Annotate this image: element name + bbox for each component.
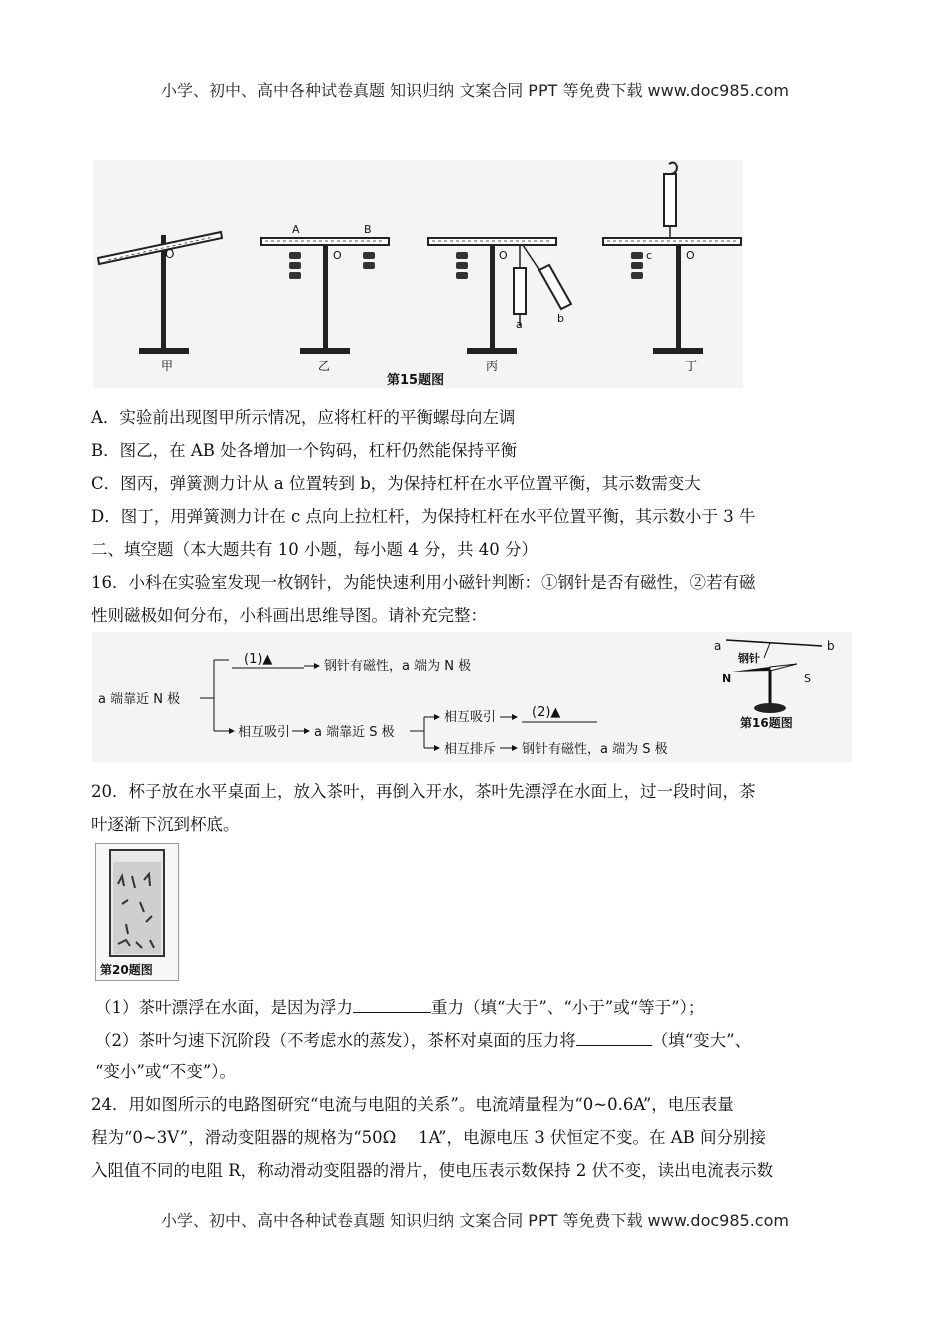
answer-blank-1[interactable] xyxy=(353,996,431,1013)
mind-repel: 相互排斥 xyxy=(444,742,497,757)
page-header: 小学、初中、高中各种试卷真题 知识归纳 文案合同 PPT 等免费下载 www.doc985.com xyxy=(161,81,789,100)
q20-sub-1 xyxy=(95,994,704,1018)
answer-blank-2[interactable] xyxy=(576,1029,652,1046)
section-2-title: 二、填空题（本大题共有 10 小题，每小题 4 分，共 40 分） xyxy=(91,540,538,559)
q24-line-3: 入阻值不同的电阻 R，称动滑动变阻器的滑片，使电压表示数保持 2 伏不变，读出电流表示数 xyxy=(91,1161,774,1180)
figure-20-caption: 第20题图 xyxy=(100,963,153,977)
figure-16 xyxy=(92,632,852,762)
q20-sub-2-b: （填“变大”、 xyxy=(651,1031,752,1050)
figure-15-caption: 第15题图 xyxy=(387,373,445,388)
lever-jia xyxy=(98,232,222,354)
mind-branch-2-result: a 端靠近 S 极 xyxy=(314,725,395,740)
needle-end-a: a xyxy=(714,639,722,653)
mind-blank-1: (1)▲ xyxy=(244,652,273,667)
q16-line-1: 16．小科在实验室发现一枚钢针，为能快速利用小磁针判断：①钢针是否有磁性，②若有磁 xyxy=(91,573,756,592)
point-a-bing: a xyxy=(516,318,523,331)
page-footer: 小学、初中、高中各种试卷真题 知识归纳 文案合同 PPT 等免费下载 www.doc985.com xyxy=(161,1211,789,1230)
compass-s-label: S xyxy=(804,672,811,685)
q15-option-c: C．图丙，弹簧测力计从 a 位置转到 b，为保持杠杆在水平位置平衡，其示数需变大 xyxy=(91,474,701,493)
lever-ding xyxy=(603,163,741,354)
point-b-bing: b xyxy=(557,312,564,325)
label-bing: 丙 xyxy=(486,359,499,373)
mind-blank-2: (2)▲ xyxy=(532,705,561,720)
q20-line-2: 叶逐渐下沉到杯底。 xyxy=(91,815,240,834)
q15-option-d: D．图丁，用弹簧测力计在 c 点向上拉杠杆，为保持杠杆在水平位置平衡，其示数小于 3 牛 xyxy=(91,507,756,526)
point-o-yi: O xyxy=(333,249,342,262)
point-o-ding: O xyxy=(686,249,695,262)
needle-label: 钢针 xyxy=(738,652,760,665)
figure-20 xyxy=(95,843,179,981)
figure-15 xyxy=(93,160,743,388)
figure-16-caption: 第16题图 xyxy=(740,716,793,730)
needle-end-b: b xyxy=(827,639,835,653)
label-ding: 丁 xyxy=(685,359,698,373)
q20-sub-2 xyxy=(95,1027,751,1051)
q20-sub-1-a: （1）茶叶漂浮在水面，是因为浮力 xyxy=(95,998,353,1017)
label-yi: 乙 xyxy=(318,359,331,373)
point-b-yi: B xyxy=(364,223,372,236)
q24-line-2: 程为“0~3V”，滑动变阻器的规格为“50Ω 1A”，电源电压 3 伏恒定不变。在 AB 间分别接 xyxy=(91,1128,767,1147)
label-jia: 甲 xyxy=(161,359,174,373)
lever-bing xyxy=(428,237,571,354)
q20-sub-1-b: 重力（填“大于”、“小于”或“等于”）； xyxy=(431,998,705,1017)
compass-n-label: N xyxy=(722,672,732,685)
point-c-ding: c xyxy=(646,249,653,262)
q15-option-b: B．图乙，在 AB 处各增加一个钩码，杠杆仍然能保持平衡 xyxy=(91,441,518,460)
q15-option-a: A．实验前出现图甲所示情况，应将杠杆的平衡螺母向左调 xyxy=(91,408,516,427)
point-o-jia: O xyxy=(165,247,175,261)
mind-branch-2: 相互吸引 xyxy=(238,725,291,740)
q20-sub-2-a: （2）茶叶匀速下沉阶段（不考虑水的蒸发），茶杯对桌面的压力将 xyxy=(95,1031,576,1050)
q20-sub-2-cont: “变小”或“不变”）。 xyxy=(95,1062,236,1081)
mind-start: a 端靠近 N 极 xyxy=(98,692,181,707)
point-a-yi: A xyxy=(292,223,300,236)
point-o-bing: O xyxy=(499,249,508,262)
mind-attract: 相互吸引 xyxy=(444,710,497,725)
mind-repel-result: 钢针有磁性，a 端为 S 极 xyxy=(522,742,668,757)
q16-line-2: 性则磁极如何分布，小科画出思维导图。请补充完整： xyxy=(91,606,487,625)
q24-line-1: 24．用如图所示的电路图研究“电流与电阻的关系”。电流靖量程为“0~0.6A”，电压表量 xyxy=(91,1095,734,1114)
q20-line-1: 20．杯子放在水平桌面上，放入茶叶，再倒入开水，茶叶先漂浮在水面上，过一段时间，茶 xyxy=(91,782,756,801)
mind-branch-1-result: 钢针有磁性，a 端为 N 极 xyxy=(324,659,472,674)
lever-yi xyxy=(261,223,389,354)
